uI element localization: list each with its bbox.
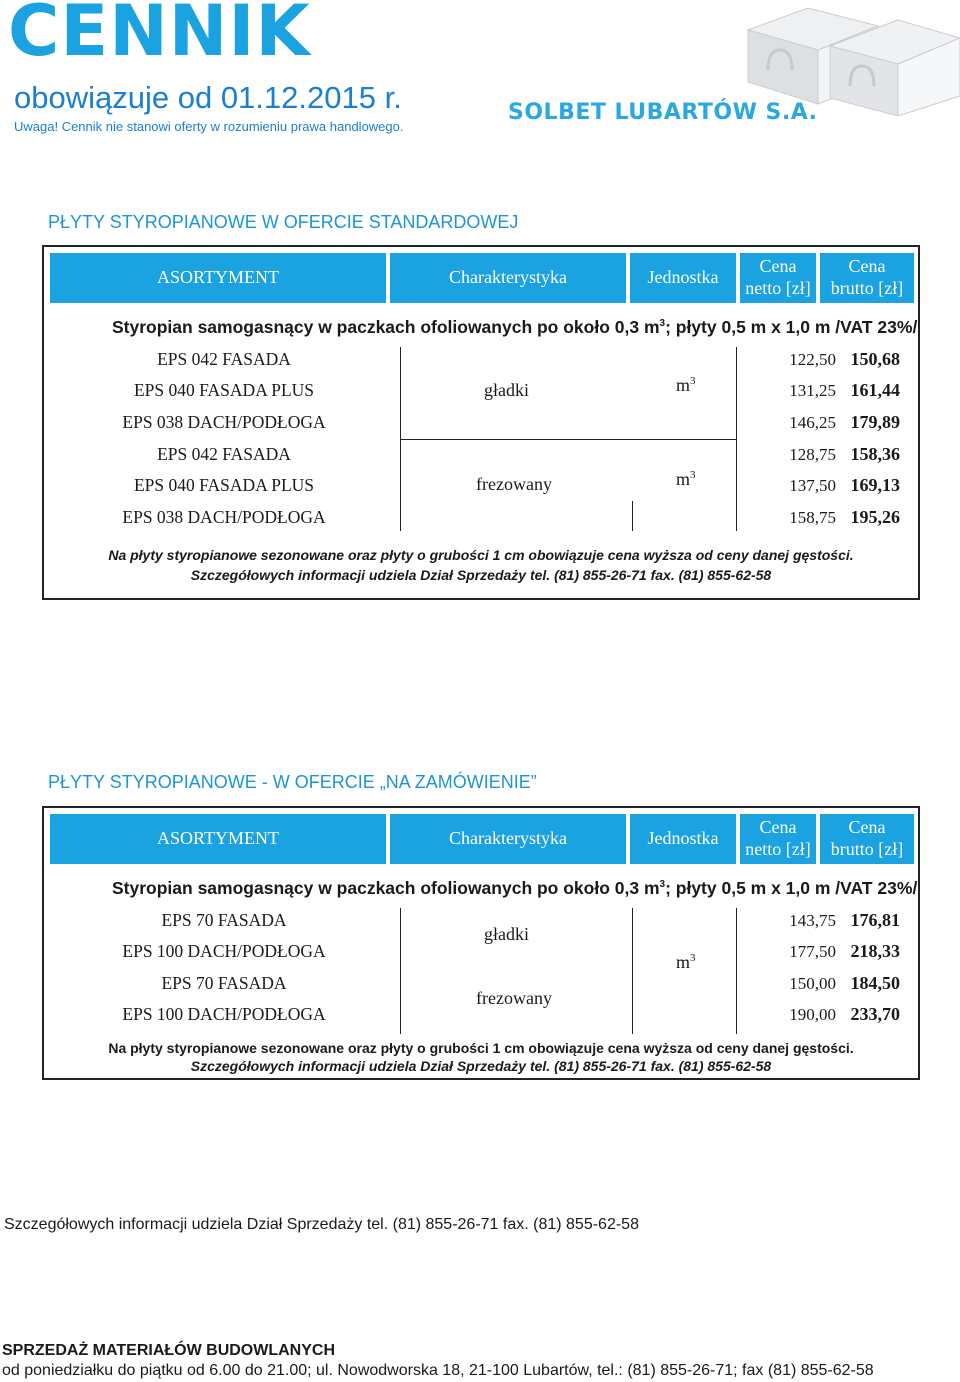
col-header-assortment: ASORTYMENT	[50, 253, 386, 303]
product-name: EPS 042 FASADA	[157, 349, 291, 369]
gross-price: 176,81	[850, 910, 900, 930]
gross-price: 150,68	[850, 349, 900, 369]
net-price: 143,75	[789, 911, 836, 930]
col-header-gross-line2: brutto [zł]	[830, 839, 904, 859]
col-header-net	[740, 253, 816, 303]
col-header-gross	[820, 814, 914, 864]
col-header-assortment: ASORTYMENT	[50, 814, 386, 864]
note-seasoned-boards: Na płyty styropianowe sezonowane oraz płyty o grubości 1 cm obowiązuje cena wyższa od ceny danej gęstości.	[108, 1040, 854, 1056]
net-price: 122,50	[789, 350, 836, 369]
footer-address: od poniedziałku do piątku od 6.00 do 21.00; ul. Nowodworska 18, 21-100 Lubartów, tel.: (81) 855-26-71; fax (81) 855-62-58	[2, 1362, 874, 1379]
col-header-unit: Jednostka	[630, 814, 736, 864]
product-name: EPS 100 DACH/PODŁOGA	[122, 1004, 326, 1024]
gross-price: 184,50	[850, 973, 900, 993]
valid-from-date: obowiązuje od 01.12.2015 r.	[14, 80, 402, 115]
unit-cubic-meter: $m^3$	[676, 469, 696, 489]
col-header-unit: Jednostka	[630, 253, 736, 303]
product-description: Styropian samogasnący w paczkach ofoliowanych po około 0,3 $m^3$; płyty 0,5 m x 1,0 m /VAT 23%/	[112, 878, 918, 898]
note-sales-contact: Szczegółowych informacji udziela Dział Sprzedaży tel. (81) 855-26-71 fax. (81) 855-62-58	[190, 1058, 772, 1074]
disclaimer: Uwaga! Cennik nie stanowi oferty w rozumieniu prawa handlowego.	[14, 119, 404, 134]
product-name: EPS 70 FASADA	[161, 910, 287, 930]
product-name: EPS 040 FASADA PLUS	[133, 475, 315, 495]
gross-price: 195,26	[850, 507, 900, 527]
product-name: EPS 100 DACH/PODŁOGA	[122, 941, 326, 961]
gross-price: 169,13	[850, 475, 900, 495]
page-title: CENNIK	[8, 0, 311, 72]
product-name: EPS 038 DACH/PODŁOGA	[122, 507, 326, 527]
feature-milled: frezowany	[476, 988, 552, 1008]
product-name: EPS 042 FASADA	[157, 444, 291, 464]
price-table-standard	[42, 245, 920, 600]
unit-cubic-meter: $m^3$	[676, 952, 696, 972]
section-title-standard: PŁYTY STYROPIANOWE W OFERCIE STANDARDOWEJ	[48, 212, 519, 232]
col-header-net-line1: Cena	[759, 256, 797, 277]
net-price: 177,50	[789, 942, 836, 961]
col-header-net-line2: netto [zł]	[745, 839, 811, 859]
gross-price: 233,70	[850, 1004, 900, 1024]
net-price: 131,25	[789, 381, 836, 400]
feature-milled: frezowany	[476, 474, 552, 494]
net-price: 137,50	[789, 476, 836, 495]
col-header-gross-line1: Cena	[848, 817, 886, 838]
product-name: EPS 70 FASADA	[161, 973, 287, 993]
col-header-gross-line1: Cena	[848, 256, 886, 277]
company-name: SOLBET LUBARTÓW S.A.	[508, 100, 818, 125]
footer-heading: SPRZEDAŻ MATERIAŁÓW BUDOWLANYCH	[2, 1342, 336, 1359]
feature-smooth: gładki	[484, 380, 529, 400]
gross-price: 218,33	[850, 941, 900, 961]
col-header-net	[740, 814, 816, 864]
gross-price: 161,44	[850, 380, 900, 400]
net-price: 190,00	[789, 1005, 836, 1024]
note-seasoned-boards: Na płyty styropianowe sezonowane oraz płyty o grubości 1 cm obowiązuje cena wyższa od ceny danej gęstości.	[108, 547, 854, 563]
feature-smooth: gładki	[484, 924, 529, 944]
col-header-feature: Charakterystyka	[390, 814, 626, 864]
unit-cubic-meter: $m^3$	[676, 375, 696, 395]
gross-price: 179,89	[850, 412, 900, 432]
concrete-blocks-image	[738, 0, 960, 116]
net-price: 128,75	[789, 445, 836, 464]
net-price: 146,25	[789, 413, 836, 432]
col-header-net-line2: netto [zł]	[745, 278, 811, 298]
col-header-net-line1: Cena	[759, 817, 797, 838]
section-title-on-order: PŁYTY STYROPIANOWE - W OFERCIE „NA ZAMÓWIENIE”	[48, 772, 537, 792]
col-header-feature: Charakterystyka	[390, 253, 626, 303]
note-sales-contact: Szczegółowych informacji udziela Dział Sprzedaży tel. (81) 855-26-71 fax. (81) 855-62-58	[190, 567, 772, 583]
price-table-on-order	[42, 806, 920, 1080]
net-price: 150,00	[789, 974, 836, 993]
footer-sales-info: Szczegółowych informacji udziela Dział Sprzedaży tel. (81) 855-26-71 fax. (81) 855-62-58	[4, 1216, 639, 1233]
product-description: Styropian samogasnący w paczkach ofoliowanych po około 0,3 $m^3$; płyty 0,5 m x 1,0 m /VAT 23%/	[112, 317, 918, 337]
net-price: 158,75	[789, 508, 836, 527]
gross-price: 158,36	[850, 444, 900, 464]
product-name: EPS 040 FASADA PLUS	[133, 380, 315, 400]
col-header-gross	[820, 253, 914, 303]
product-name: EPS 038 DACH/PODŁOGA	[122, 412, 326, 432]
col-header-gross-line2: brutto [zł]	[830, 278, 904, 298]
